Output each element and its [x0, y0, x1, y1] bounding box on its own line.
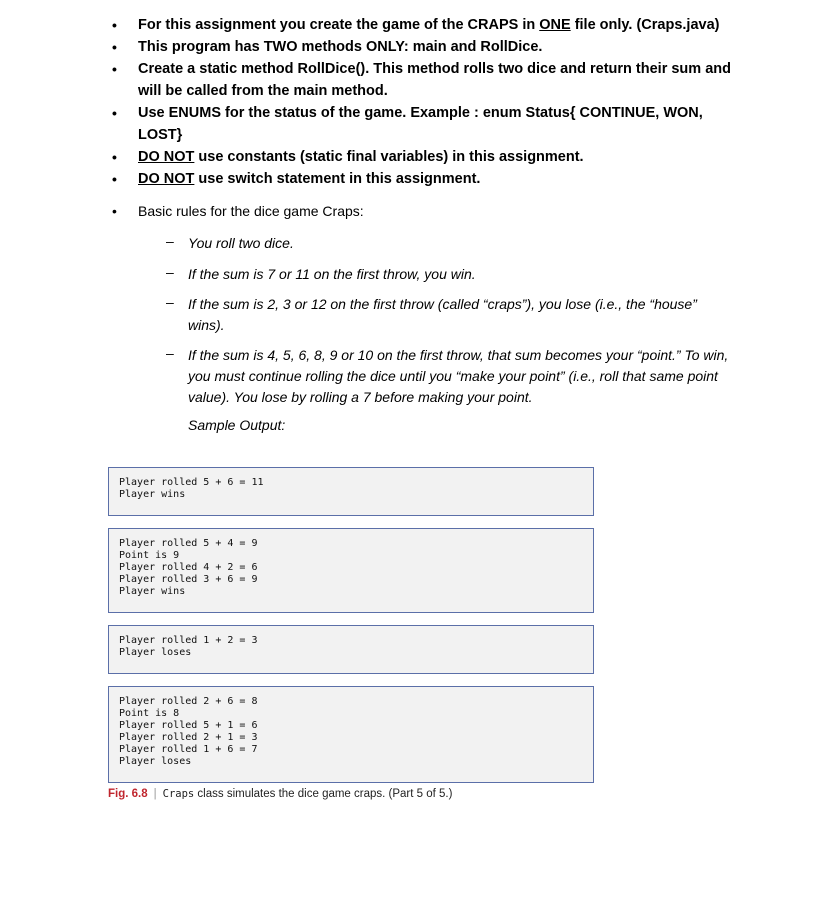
bullet-no-switch: • DO NOT use switch statement in this assignment.: [0, 168, 818, 190]
dash-icon: –: [166, 233, 174, 249]
bullet-dot-icon: •: [112, 39, 117, 55]
bullet-no-constants: • DO NOT use constants (static final variables) in this assignment.: [0, 146, 818, 168]
bullet-enums: • Use ENUMS for the status of the game. Example : enum Status{ CONTINUE, WON, LOST}: [0, 102, 818, 146]
document-page: • For this assignment you create the game of the CRAPS in ONE file only. (Craps.java) • This program has TWO methods ONLY: main and RollDice. • Create a static method RollDice(). This method rolls two dice and return their sum and will be called from the main method. • Use ENUMS for the status of the game. Example : enum Status{ CONTINUE, WON, LOST} • DO NOT use constants (static final variables) in this assignment. • DO NOT use switch statement in this assignment. • Basic rules for the dice game Craps: – You roll two dice. – If the sum is 7 or 11 on the first throw, you win. – If the sum is 2, 3 or 12 on the first throw (called “craps”), you lose (i.e., the “house” wins). – If the sum is 4, 5, 6, 8, 9 or 10 on the first throw, that sum becomes your “point.” To win, you must continue rolling the dice until you “make your point” (i.e., roll that same point value). You lose by rolling a 7 before making your point. Sample Output: Player rolled 5 + 6 = 11 Player wins Player rolled 5 + 4 = 9 Point is 9 Player rolled 4 + 2 = 6 Player rolled 3 + 6 = 9 Player wins Player rolled 1 + 2 = 3 Player loses Player rolled 2 + 6 = 8 Point is 8 Player rolled 5 + 1 = 6 Player rolled 2 + 1 = 3 Player rolled 1 + 6 = 7 Player loses Fig. 6.8 | Craps class simulates the dice game craps. (Part 5 of 5.): [0, 0, 818, 897]
dash-icon: –: [166, 294, 174, 310]
bullet-dot-icon: •: [112, 17, 117, 33]
sample-output-box: Player rolled 5 + 6 = 11 Player wins: [108, 467, 594, 516]
sample-output-box: Player rolled 2 + 6 = 8 Point is 8 Player rolled 5 + 1 = 6 Player rolled 2 + 1 = 3 Player rolled 1 + 6 = 7 Player loses: [108, 686, 594, 783]
dash-icon: –: [166, 345, 174, 361]
bullet-rolldice: • Create a static method RollDice(). This method rolls two dice and return their sum and will be called from the main method.: [0, 58, 818, 102]
figure-caption: Fig. 6.8 | Craps class simulates the dice game craps. (Part 5 of 5.): [108, 788, 453, 800]
bullet-two-methods: • This program has TWO methods ONLY: main and RollDice.: [0, 36, 818, 58]
bullet-dot-icon: •: [112, 61, 117, 77]
bullet-dot-icon: •: [112, 105, 117, 121]
bullet-one-file: • For this assignment you create the game of the CRAPS in ONE file only. (Craps.java): [0, 14, 818, 36]
bullet-dot-icon: •: [112, 149, 117, 165]
requirements-list: [0, 14, 818, 222]
sample-output-box: Player rolled 1 + 2 = 3 Player loses: [108, 625, 594, 674]
bullet-dot-icon: •: [112, 171, 117, 187]
bullet-dot-icon: •: [112, 203, 117, 219]
bullet-basic-rules: • Basic rules for the dice game Craps:: [0, 200, 818, 222]
sample-output-box: Player rolled 5 + 4 = 9 Point is 9 Player rolled 4 + 2 = 6 Player rolled 3 + 6 = 9 Player wins: [108, 528, 594, 613]
dash-icon: –: [166, 264, 174, 280]
